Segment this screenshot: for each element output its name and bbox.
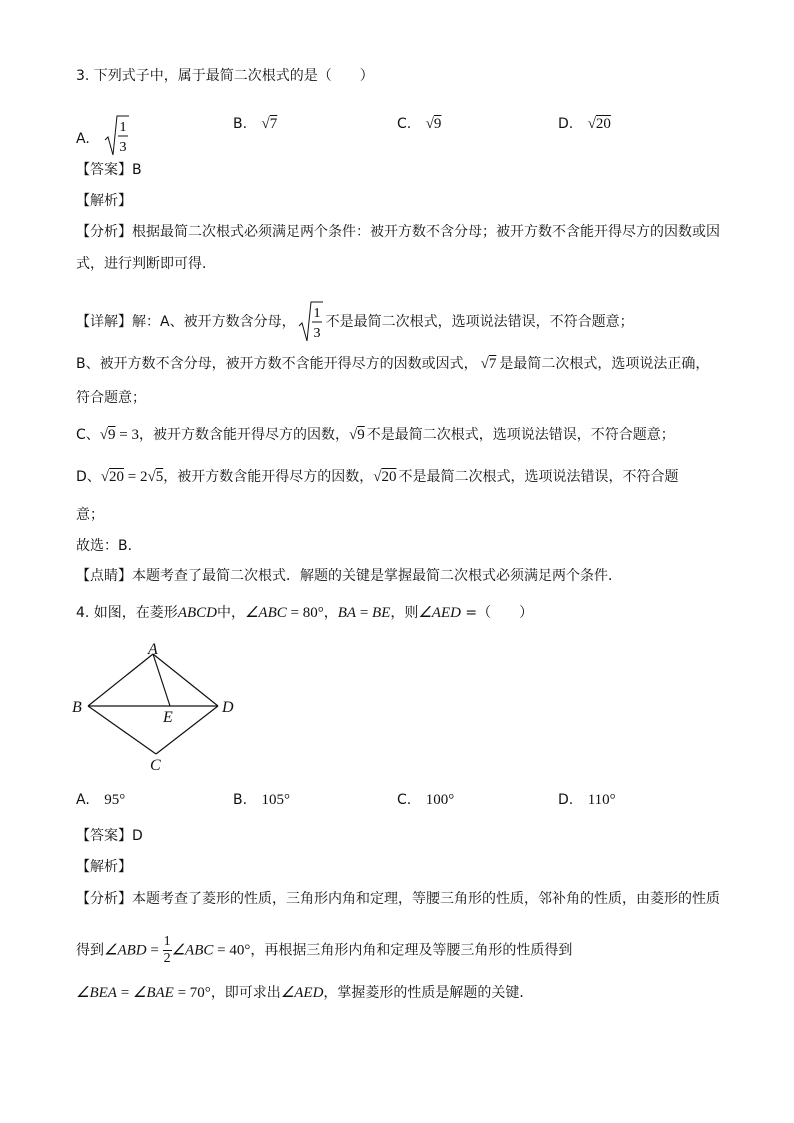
q3-option-b xyxy=(233,114,277,134)
math-angle-aed: ∠AED xyxy=(418,605,461,621)
math-eq40: = 40° xyxy=(213,942,251,959)
radical-icon xyxy=(104,114,130,158)
text-span: ，被开方数含能开得尽方的因数， xyxy=(163,469,374,485)
radicand: 20 xyxy=(109,469,125,485)
q4-analysis-tag: 【解析】 xyxy=(76,859,132,875)
text-span: 不是最简二次根式，选项说法错误，不符合题意； xyxy=(325,314,634,330)
side-ad xyxy=(153,654,218,706)
option-label: B. xyxy=(233,792,248,808)
q3-analysis-tag: 【解析】 xyxy=(76,193,132,209)
sqrt-twenty: √20 xyxy=(587,116,611,132)
option-label: B. xyxy=(233,116,248,132)
q4-option-d xyxy=(558,790,616,810)
text-span: 中， xyxy=(216,605,245,621)
text-span: D、 xyxy=(76,469,101,485)
label-a: A xyxy=(148,641,158,658)
frac-num: 1 xyxy=(163,934,171,949)
math-angle-bea: ∠BEA xyxy=(76,985,117,1001)
q4-option-a xyxy=(76,790,125,810)
math-abcd: ABCD xyxy=(177,605,217,621)
math-angle-abd: ∠ABD xyxy=(104,942,147,959)
radicand: 9 xyxy=(433,116,442,132)
q3-option-d xyxy=(558,114,611,134)
equals: = 3 xyxy=(115,427,139,443)
math-eq: = xyxy=(116,985,133,1001)
q3-comment: 【点睛】本题考查了最简二次根式．解题的关键是掌握最简二次根式必须满足两个条件． xyxy=(76,568,622,584)
radicand: 20 xyxy=(381,469,397,485)
q4-stem xyxy=(76,603,533,623)
q3-option-a xyxy=(76,114,130,164)
text-span: B、被开方数不含分母，被开方数不含能开得尽方的因数或因式， xyxy=(76,356,478,372)
option-label: A. xyxy=(76,792,90,808)
text-span: ， xyxy=(323,605,338,621)
q3-fenxi-line-1: 【分析】根据最简二次根式必须满足两个条件：被开方数不含分母；被开方数不含能开得尽方的因数或因 xyxy=(76,224,720,240)
text-span: ，即可求出 xyxy=(210,985,281,1001)
radicand: 7 xyxy=(488,356,497,372)
sqrt-seven-inline: √7 xyxy=(480,356,497,372)
q3-answer: 【答案】B xyxy=(76,162,142,178)
sqrt-nine-inline: √9 = 3 xyxy=(99,427,139,443)
label-e: E xyxy=(163,709,173,726)
text-span: C、 xyxy=(76,427,100,443)
q3-detail-b-2: 符合题意； xyxy=(76,390,146,406)
text-span: 4. 如图，在菱形 xyxy=(76,605,178,621)
math-eq70: = 70° xyxy=(173,985,211,1001)
sqrt-seven: √7 xyxy=(261,116,278,132)
q4-option-c xyxy=(397,790,454,810)
option-value: 95° xyxy=(104,792,126,808)
text-span: 【详解】解：A、被开方数含分母， xyxy=(76,314,296,330)
frac-den: 3 xyxy=(119,140,127,155)
sqrt-nine-inline-2: √9 xyxy=(348,427,365,443)
equals: = 2 xyxy=(124,469,148,485)
text-span: 是最简二次根式，选项说法正确， xyxy=(499,356,710,372)
sqrt-one-third xyxy=(104,114,130,164)
radicand: 5 xyxy=(155,469,164,485)
q3-conclusion: 故选：B． xyxy=(76,538,142,554)
sqrt-nine: √9 xyxy=(425,116,442,132)
q4-fenxi-line-3 xyxy=(76,983,533,1003)
math-angle-abc: ∠ABC xyxy=(244,605,287,621)
math-angle-abc: ∠ABC xyxy=(171,942,214,959)
text-span: ，掌握菱形的性质是解题的关键． xyxy=(323,985,534,1001)
frac-den: 2 xyxy=(163,951,171,966)
radicand: 7 xyxy=(269,116,278,132)
q4-fenxi-line-1: 【分析】本题考查了菱形的性质，三角形内角和定理，等腰三角形的性质，邻补角的性质，由菱形的性质 xyxy=(76,891,720,907)
q4-answer: 【答案】D xyxy=(76,828,143,844)
option-label: D. xyxy=(558,116,574,132)
q3-fenxi-line-2: 式，进行判断即可得． xyxy=(76,256,216,272)
frac-den: 3 xyxy=(313,326,321,341)
text-span: ，再根据三角形内角和定理及等腰三角形的性质得到 xyxy=(250,942,573,959)
text-span: ，则 xyxy=(390,605,419,621)
q3-detail-b xyxy=(76,354,709,374)
radicand: 9 xyxy=(357,427,365,443)
label-c: C xyxy=(150,757,161,774)
math-eq: = xyxy=(146,942,163,959)
fraction-one-half xyxy=(163,934,172,967)
segment-ae xyxy=(153,654,170,706)
option-label: D. xyxy=(558,792,574,808)
math-eq: = xyxy=(356,605,373,621)
q3-detail-a xyxy=(76,300,634,344)
math-eq80: = 80° xyxy=(286,605,324,621)
text-span: ，被开方数含能开得尽方的因数， xyxy=(138,427,349,443)
radicand: 20 xyxy=(595,116,611,132)
sqrt-one-third-inline xyxy=(298,300,324,344)
text-span: 不是最简二次根式，选项说法错误，不符合题意； xyxy=(366,427,675,443)
radical-icon xyxy=(298,300,324,344)
frac-num: 1 xyxy=(119,120,127,135)
text-span: 不是最简二次根式，选项说法错误，不符合题 xyxy=(398,469,679,485)
option-value: 110° xyxy=(587,792,616,808)
q3-option-c xyxy=(397,114,441,134)
q3-detail-c xyxy=(76,425,675,445)
radicand: 9 xyxy=(108,427,116,443)
label-b: B xyxy=(72,699,82,716)
sqrt-twenty-inline: √20 = 2√5 xyxy=(100,469,164,485)
math-ba: BA xyxy=(337,605,357,621)
option-label: C. xyxy=(397,792,412,808)
option-value: 105° xyxy=(261,792,291,808)
q3-stem: 3. 下列式子中，属于最简二次根式的是（ ） xyxy=(76,68,374,84)
math-angle-aed: ∠AED xyxy=(280,985,324,1001)
math-angle-bae: ∠BAE xyxy=(132,985,174,1001)
label-d: D xyxy=(222,699,234,716)
sqrt-twenty-inline-2: √20 xyxy=(373,469,397,485)
side-ab xyxy=(88,654,153,706)
text-span: 得到 xyxy=(76,942,104,959)
side-bc xyxy=(88,706,156,754)
q4-option-b xyxy=(233,790,290,810)
option-label: C. xyxy=(397,116,412,132)
q3-detail-d xyxy=(76,467,678,487)
option-value: 100° xyxy=(425,792,455,808)
q3-detail-d-2: 意； xyxy=(76,507,104,523)
math-be: BE xyxy=(372,605,391,621)
option-label: A. xyxy=(76,131,90,147)
q4-fenxi-line-2 xyxy=(76,934,572,967)
rhombus-diagram xyxy=(70,640,250,780)
text-span: =（ ） xyxy=(460,605,534,621)
frac-num: 1 xyxy=(313,306,321,321)
